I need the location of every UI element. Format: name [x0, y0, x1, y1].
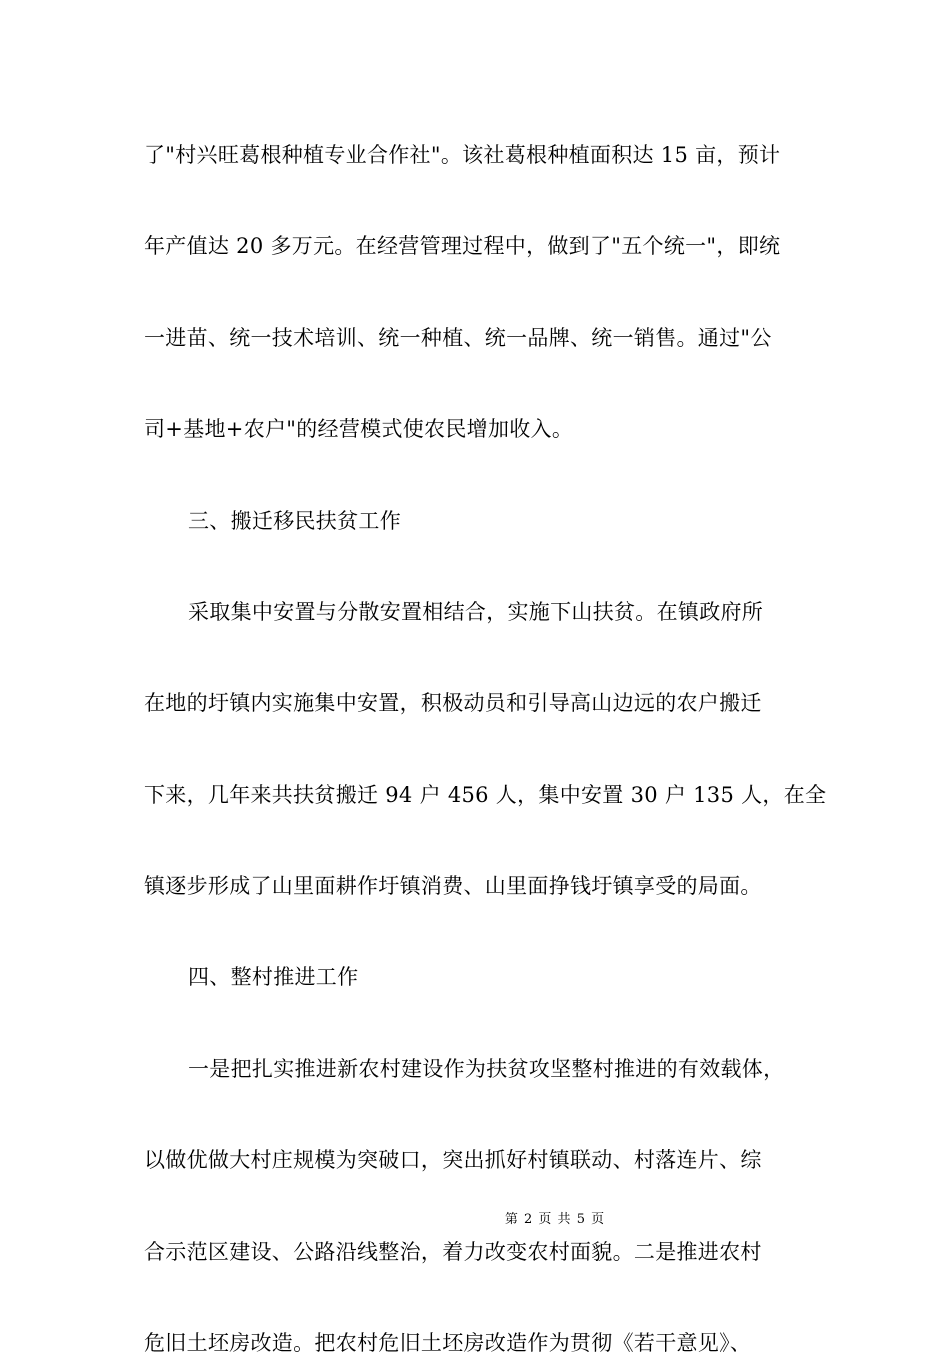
paragraph-line: 一进苗、统一技术培训、统一种植、统一品牌、统一销售。通过"公 [144, 325, 772, 350]
paragraph-line: 采取集中安置与分散安置相结合，实施下山扶贫。在镇政府所 [188, 599, 764, 624]
paragraph-line: 下来，几年来共扶贫搬迁 94 户 456 人，集中安置 30 户 135 人，在全 [144, 782, 827, 807]
paragraph-line: 一是把扎实推进新农村建设作为扶贫攻坚整村推进的有效载体， [188, 1056, 785, 1081]
document-body [144, 133, 827, 1367]
section-heading: 四、整村推进工作 [188, 965, 359, 990]
paragraph-line: 在地的圩镇内实施集中安置，积极动员和引导高山边远的农户搬迁 [144, 691, 762, 716]
paragraph-line: 镇逐步形成了山里面耕作圩镇消费、山里面挣钱圩镇享受的局面。 [144, 874, 762, 898]
paragraph-line: 司+基地+农户"的经营模式使农民增加收入。 [144, 417, 574, 442]
paragraph-line: 了"村兴旺葛根种植专业合作社"。该社葛根种植面积达 15 亩，预计 [144, 143, 781, 167]
page-number-footer: 第 2 页 共 5 页 [504, 1212, 606, 1227]
paragraph-line: 合示范区建设、公路沿线整治，着力改变农村面貌。二是推进农村 [144, 1239, 762, 1264]
paragraph-line: 年产值达 20 多万元。在经营管理过程中，做到了"五个统一"，即统 [144, 234, 781, 259]
section-heading: 三、搬迁移民扶贫工作 [188, 508, 401, 533]
paragraph-line: 危旧土坯房改造。把农村危旧土坯房改造作为贯彻《若干意见》、 [144, 1330, 752, 1355]
paragraph-line: 以做优做大村庄规模为突破口，突出抓好村镇联动、村落连片、综 [144, 1148, 762, 1173]
